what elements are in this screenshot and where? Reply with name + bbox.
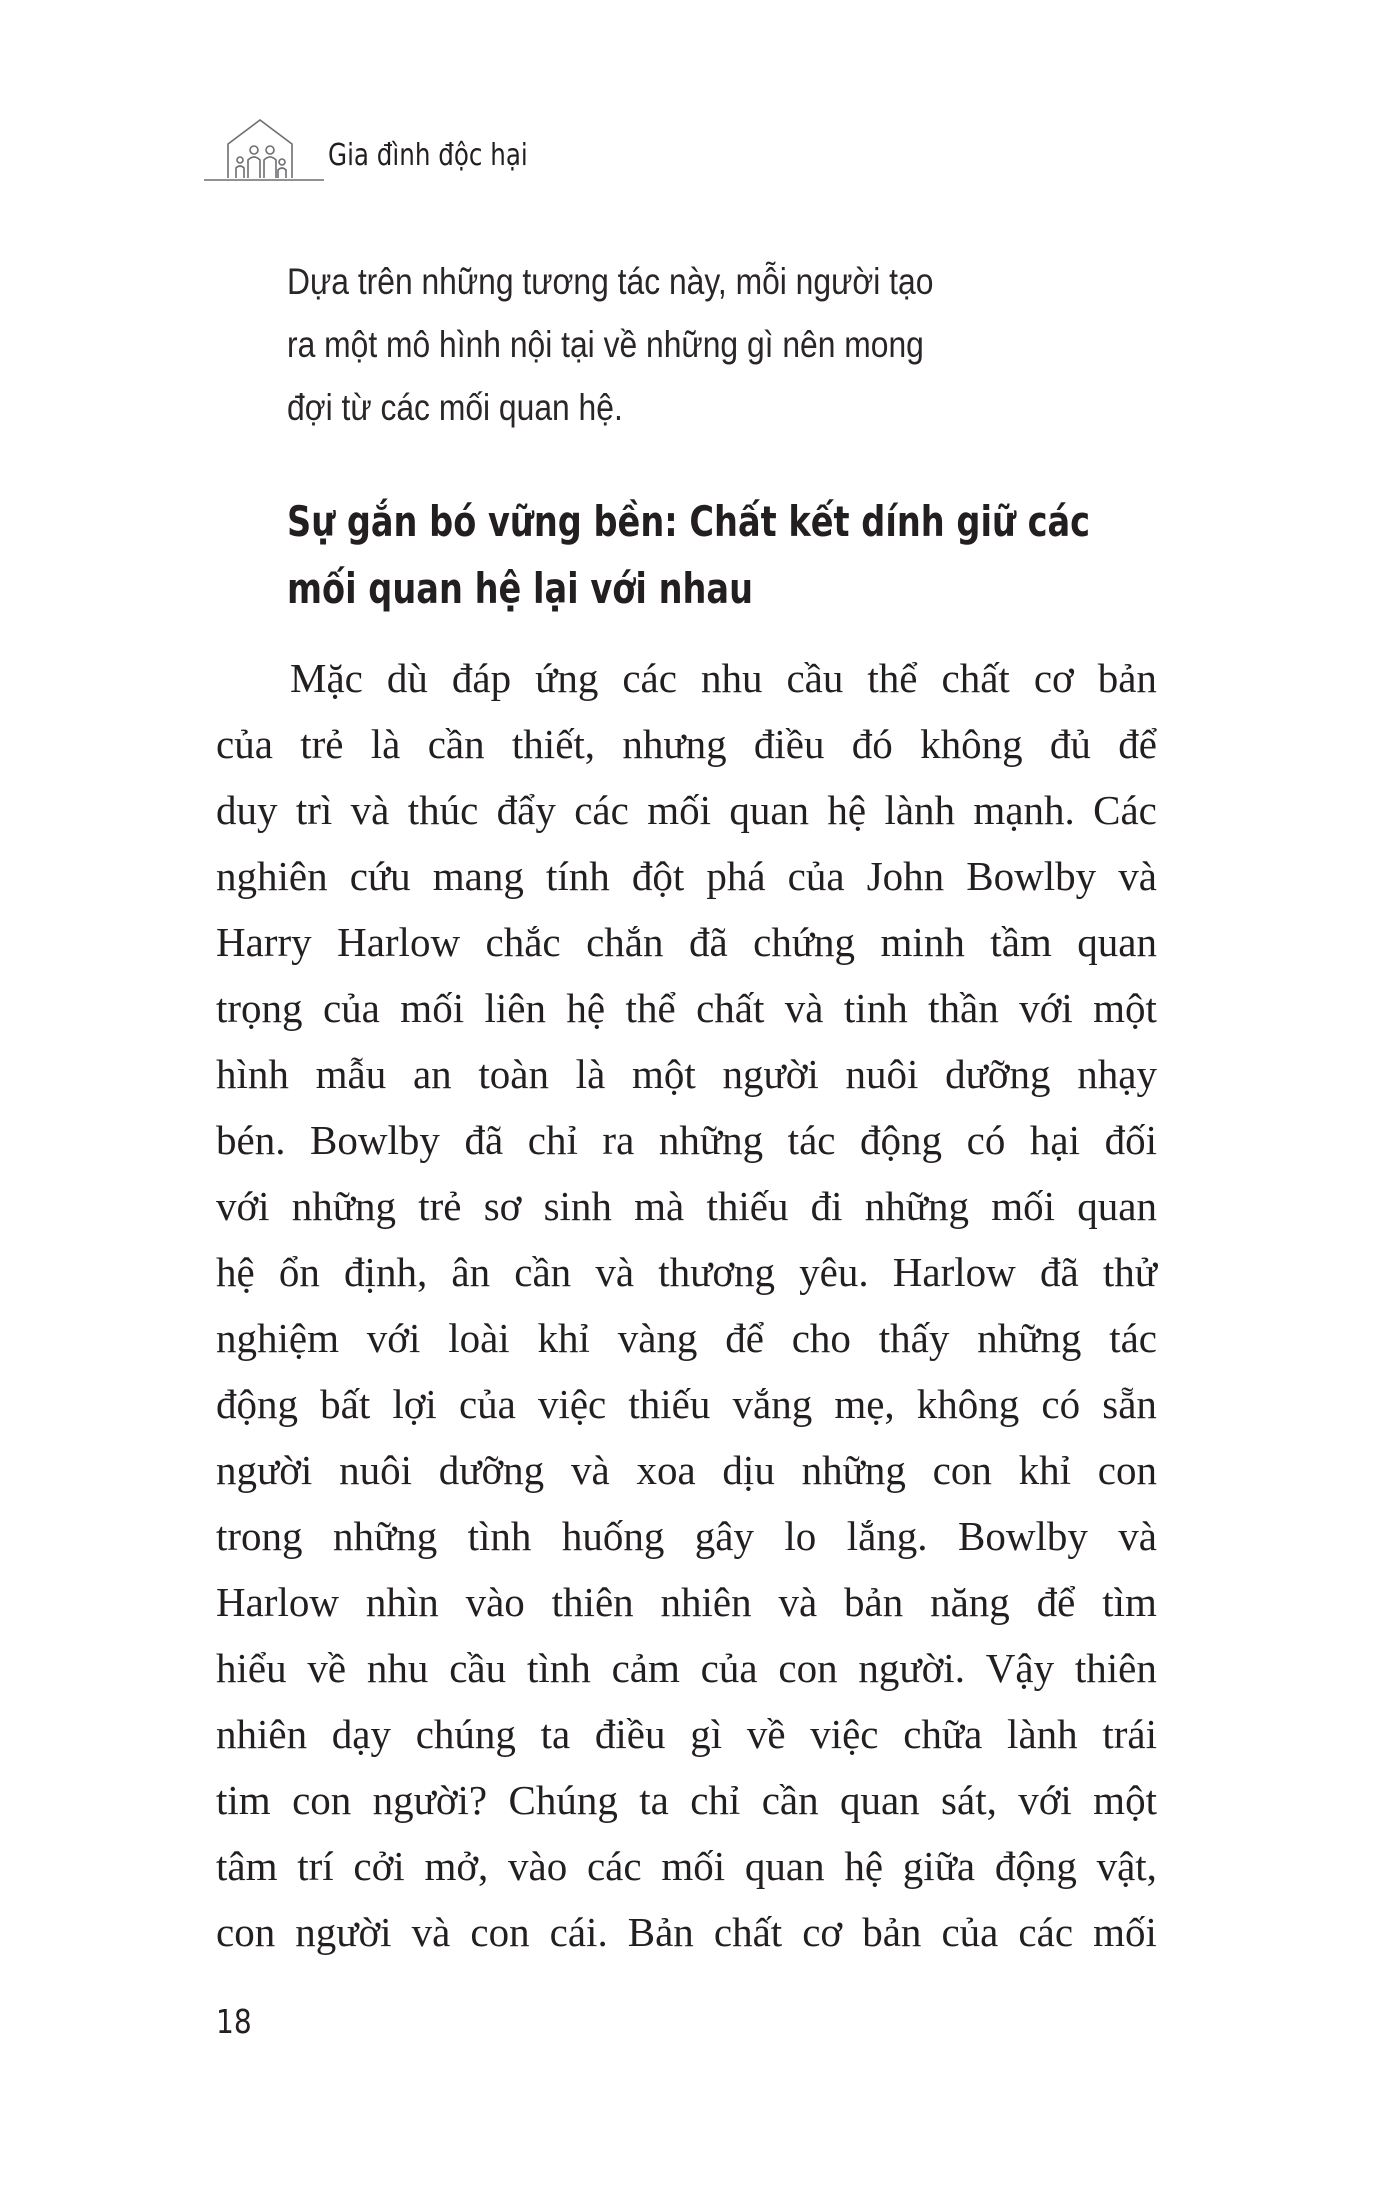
text-line: tim con người? Chúng ta chỉ cần quan sát, với một xyxy=(216,1777,1157,1823)
heading-line: Sự gắn bó vững bền: Chất kết dính giữ các xyxy=(287,497,1091,546)
text-line: hình mẫu an toàn là một người nuôi dưỡng nhạy xyxy=(216,1051,1157,1097)
text-line: đợi từ các mối quan hệ. xyxy=(287,387,623,428)
text-line: ra một mô hình nội tại về những gì nên mong xyxy=(287,324,924,365)
text-line: người nuôi dưỡng và xoa dịu những con khỉ con xyxy=(216,1447,1157,1493)
text-line: Harlow nhìn vào thiên nhiên và bản năng để tìm xyxy=(216,1579,1157,1625)
text-line: tâm trí cởi mở, vào các mối quan hệ giữa động vật, xyxy=(216,1843,1157,1889)
text-line: duy trì và thúc đẩy các mối quan hệ lành mạnh. Các xyxy=(216,787,1157,833)
text-line: bén. Bowlby đã chỉ ra những tác động có hại đối xyxy=(216,1117,1157,1163)
text-line: với những trẻ sơ sinh mà thiếu đi những mối quan xyxy=(216,1183,1157,1229)
text-line: nghiệm với loài khỉ vàng để cho thấy những tác xyxy=(216,1315,1157,1361)
text-line: hiểu về nhu cầu tình cảm của con người. Vậy thiên xyxy=(216,1645,1157,1691)
text-line: nhiên dạy chúng ta điều gì về việc chữa lành trái xyxy=(216,1711,1157,1757)
text-line: trong những tình huống gây lo lắng. Bowlby và xyxy=(216,1513,1157,1559)
heading-line: mối quan hệ lại với nhau xyxy=(287,564,754,613)
text-line: hệ ổn định, ân cần và thương yêu. Harlow đã thử xyxy=(216,1249,1157,1295)
text-line: Dựa trên những tương tác này, mỗi người tạo xyxy=(287,261,934,302)
text-line: động bất lợi của việc thiếu vắng mẹ, không có sẵn xyxy=(216,1381,1157,1427)
text-line: trọng của mối liên hệ thể chất và tinh thần với một xyxy=(216,985,1157,1031)
text-line: Mặc dù đáp ứng các nhu cầu thể chất cơ bản xyxy=(290,655,1157,701)
page-number: 18 xyxy=(216,2002,252,2041)
text-line: Harry Harlow chắc chắn đã chứng minh tầm quan xyxy=(216,919,1157,965)
running-header-title: Gia đình độc hại xyxy=(328,138,528,173)
text-line: con người và con cái. Bản chất cơ bản của các mối xyxy=(216,1909,1157,1955)
body-paragraph xyxy=(216,645,1157,1965)
section-heading xyxy=(287,488,1291,622)
intro-paragraph xyxy=(287,250,1187,439)
text-line: của trẻ là cần thiết, nhưng điều đó không đủ để xyxy=(216,721,1157,767)
house-family-icon xyxy=(204,114,324,186)
text-line: nghiên cứu mang tính đột phá của John Bowlby và xyxy=(216,853,1157,899)
